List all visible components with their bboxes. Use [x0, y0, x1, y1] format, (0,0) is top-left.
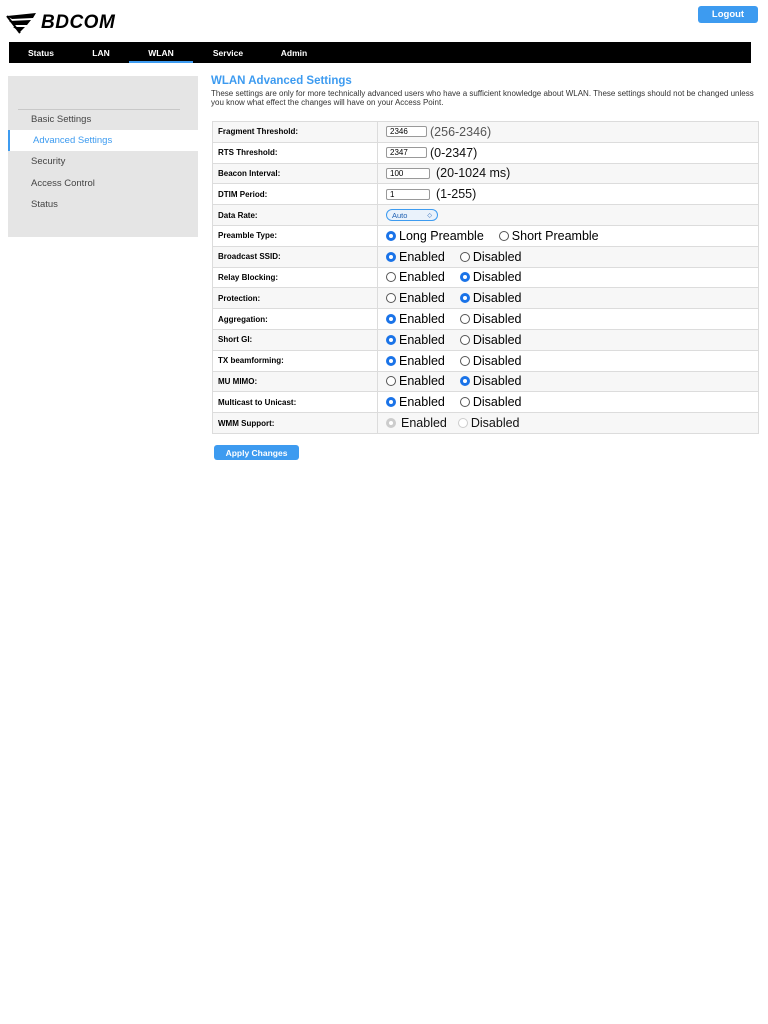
protection-label: Protection: [213, 288, 378, 309]
fragment-threshold-range: (256-2346) [430, 124, 492, 139]
sidebar-item-security[interactable]: Security [31, 156, 66, 167]
relay-blocking-disabled-radio[interactable] [460, 272, 470, 282]
data-rate-select[interactable] [386, 209, 438, 221]
short-gi-enabled-option[interactable] [386, 333, 445, 347]
aggregation-enabled-label: Enabled [399, 312, 445, 327]
broadcast-ssid-disabled-radio[interactable] [460, 252, 470, 262]
mu-mimo-enabled-radio[interactable] [386, 376, 396, 386]
broadcast-ssid-enabled-option[interactable] [386, 250, 445, 264]
dtim-period-range: (1-255) [436, 187, 477, 202]
aggregation-enabled-option[interactable] [386, 312, 445, 326]
data-rate-label: Data Rate: [213, 205, 378, 226]
logo-wing-icon [6, 12, 40, 34]
multicast-disabled-radio[interactable] [460, 397, 470, 407]
preamble-short-radio[interactable] [499, 231, 509, 241]
broadcast-ssid-disabled-label: Disabled [472, 249, 522, 264]
broadcast-ssid-label: Broadcast SSID: [213, 246, 378, 267]
relay-blocking-label: Relay Blocking: [213, 267, 378, 288]
preamble-short-label: Short Preamble [511, 228, 599, 243]
preamble-long-radio[interactable] [386, 231, 396, 241]
row-protection [213, 288, 759, 309]
aggregation-enabled-radio[interactable] [386, 314, 396, 324]
mu-mimo-enabled-option[interactable] [386, 374, 445, 388]
row-preamble-type [213, 225, 759, 246]
brand-name: BDCOM [41, 12, 116, 33]
protection-enabled-radio[interactable] [386, 293, 396, 303]
tx-beamforming-enabled-label: Enabled [399, 353, 445, 368]
rts-threshold-input[interactable]: 2347 [386, 147, 427, 158]
row-data-rate [213, 205, 759, 226]
protection-enabled-label: Enabled [399, 291, 445, 306]
preamble-short-option[interactable] [499, 229, 599, 243]
wmm-support-label: WMM Support: [213, 413, 378, 434]
wmm-enabled-label: Enabled [401, 416, 447, 431]
row-aggregation [213, 309, 759, 330]
short-gi-label: Short GI: [213, 329, 378, 350]
relay-blocking-disabled-option[interactable] [460, 270, 522, 284]
nav-service[interactable]: Service [212, 47, 244, 58]
broadcast-ssid-disabled-option[interactable] [460, 250, 522, 264]
tx-beamforming-label: TX beamforming: [213, 350, 378, 371]
row-mu-mimo [213, 371, 759, 392]
sidebar [8, 76, 198, 237]
dtim-period-label: DTIM Period: [213, 184, 378, 205]
broadcast-ssid-enabled-radio[interactable] [386, 252, 396, 262]
bdcom-logo [6, 10, 115, 36]
row-fragment-threshold [213, 122, 759, 143]
fragment-threshold-input[interactable]: 2346 [386, 126, 427, 137]
mu-mimo-disabled-radio[interactable] [460, 376, 470, 386]
row-multicast-to-unicast [213, 392, 759, 413]
select-arrows-icon: ◇ [427, 212, 432, 219]
protection-disabled-label: Disabled [472, 291, 522, 306]
multicast-to-unicast-label: Multicast to Unicast: [213, 392, 378, 413]
fragment-threshold-label: Fragment Threshold: [213, 122, 378, 143]
wmm-disabled-option [458, 416, 520, 430]
multicast-enabled-option[interactable] [386, 395, 445, 409]
mu-mimo-disabled-option[interactable] [460, 374, 522, 388]
protection-disabled-radio[interactable] [460, 293, 470, 303]
tx-beamforming-disabled-option[interactable] [460, 354, 522, 368]
tx-beamforming-enabled-option[interactable] [386, 354, 445, 368]
relay-blocking-enabled-option[interactable] [386, 270, 445, 284]
data-rate-value: Auto [392, 210, 408, 220]
protection-enabled-option[interactable] [386, 291, 445, 305]
row-tx-beamforming [213, 350, 759, 371]
sidebar-item-status[interactable]: Status [31, 199, 58, 210]
relay-blocking-enabled-label: Enabled [399, 270, 445, 285]
nav-admin[interactable]: Admin [280, 47, 308, 58]
row-dtim-period [213, 184, 759, 205]
page-title: WLAN Advanced Settings [211, 75, 352, 87]
sidebar-item-advanced-settings[interactable]: Advanced Settings [8, 130, 198, 151]
preamble-long-label: Long Preamble [399, 228, 484, 243]
mu-mimo-label: MU MIMO: [213, 371, 378, 392]
settings-table [212, 121, 759, 434]
multicast-enabled-label: Enabled [399, 395, 445, 410]
dtim-period-input[interactable]: 1 [386, 189, 430, 200]
page-description: These settings are only for more technically advanced users who have a sufficient knowledge about WLAN. These settings should not be changed unless you know what effect the changes will have on your Access Point. [211, 89, 754, 108]
nav-status[interactable]: Status [28, 47, 54, 58]
row-short-gi [213, 329, 759, 350]
row-relay-blocking [213, 267, 759, 288]
short-gi-disabled-option[interactable] [460, 333, 522, 347]
wmm-enabled-option [386, 416, 447, 430]
rts-threshold-range: (0-2347) [430, 145, 478, 160]
mu-mimo-disabled-label: Disabled [472, 374, 522, 389]
multicast-enabled-radio[interactable] [386, 397, 396, 407]
short-gi-disabled-label: Disabled [472, 332, 522, 347]
beacon-interval-input[interactable]: 100 [386, 168, 430, 179]
row-broadcast-ssid [213, 246, 759, 267]
nav-lan[interactable]: LAN [92, 47, 110, 58]
sidebar-item-basic-settings[interactable]: Basic Settings [31, 114, 92, 125]
aggregation-disabled-label: Disabled [472, 312, 522, 327]
beacon-interval-label: Beacon Interval: [213, 163, 378, 184]
tx-beamforming-enabled-radio[interactable] [386, 356, 396, 366]
multicast-disabled-label: Disabled [472, 395, 522, 410]
sidebar-item-access-control[interactable]: Access Control [31, 178, 95, 189]
wmm-enabled-radio [386, 418, 396, 428]
aggregation-disabled-radio[interactable] [460, 314, 470, 324]
preamble-long-option[interactable] [386, 229, 484, 243]
short-gi-enabled-radio[interactable] [386, 335, 396, 345]
short-gi-disabled-radio[interactable] [460, 335, 470, 345]
protection-disabled-option[interactable] [460, 291, 522, 305]
rts-threshold-label: RTS Threshold: [213, 142, 378, 163]
multicast-disabled-option[interactable] [460, 395, 522, 409]
logout-button[interactable]: Logout [698, 6, 758, 23]
apply-changes-button[interactable]: Apply Changes [214, 445, 299, 460]
wmm-disabled-radio [458, 418, 468, 428]
nav-wlan[interactable]: WLAN [129, 42, 193, 63]
aggregation-disabled-option[interactable] [460, 312, 522, 326]
relay-blocking-disabled-label: Disabled [472, 270, 522, 285]
preamble-type-label: Preamble Type: [213, 225, 378, 246]
aggregation-label: Aggregation: [213, 309, 378, 330]
tx-beamforming-disabled-label: Disabled [472, 353, 522, 368]
mu-mimo-enabled-label: Enabled [399, 374, 445, 389]
broadcast-ssid-enabled-label: Enabled [399, 249, 445, 264]
row-rts-threshold [213, 142, 759, 163]
relay-blocking-enabled-radio[interactable] [386, 272, 396, 282]
row-wmm-support [213, 413, 759, 434]
beacon-interval-range: (20-1024 ms) [436, 166, 511, 181]
main-nav [9, 42, 751, 63]
tx-beamforming-disabled-radio[interactable] [460, 356, 470, 366]
wmm-disabled-label: Disabled [470, 416, 520, 431]
row-beacon-interval [213, 163, 759, 184]
short-gi-enabled-label: Enabled [399, 332, 445, 347]
